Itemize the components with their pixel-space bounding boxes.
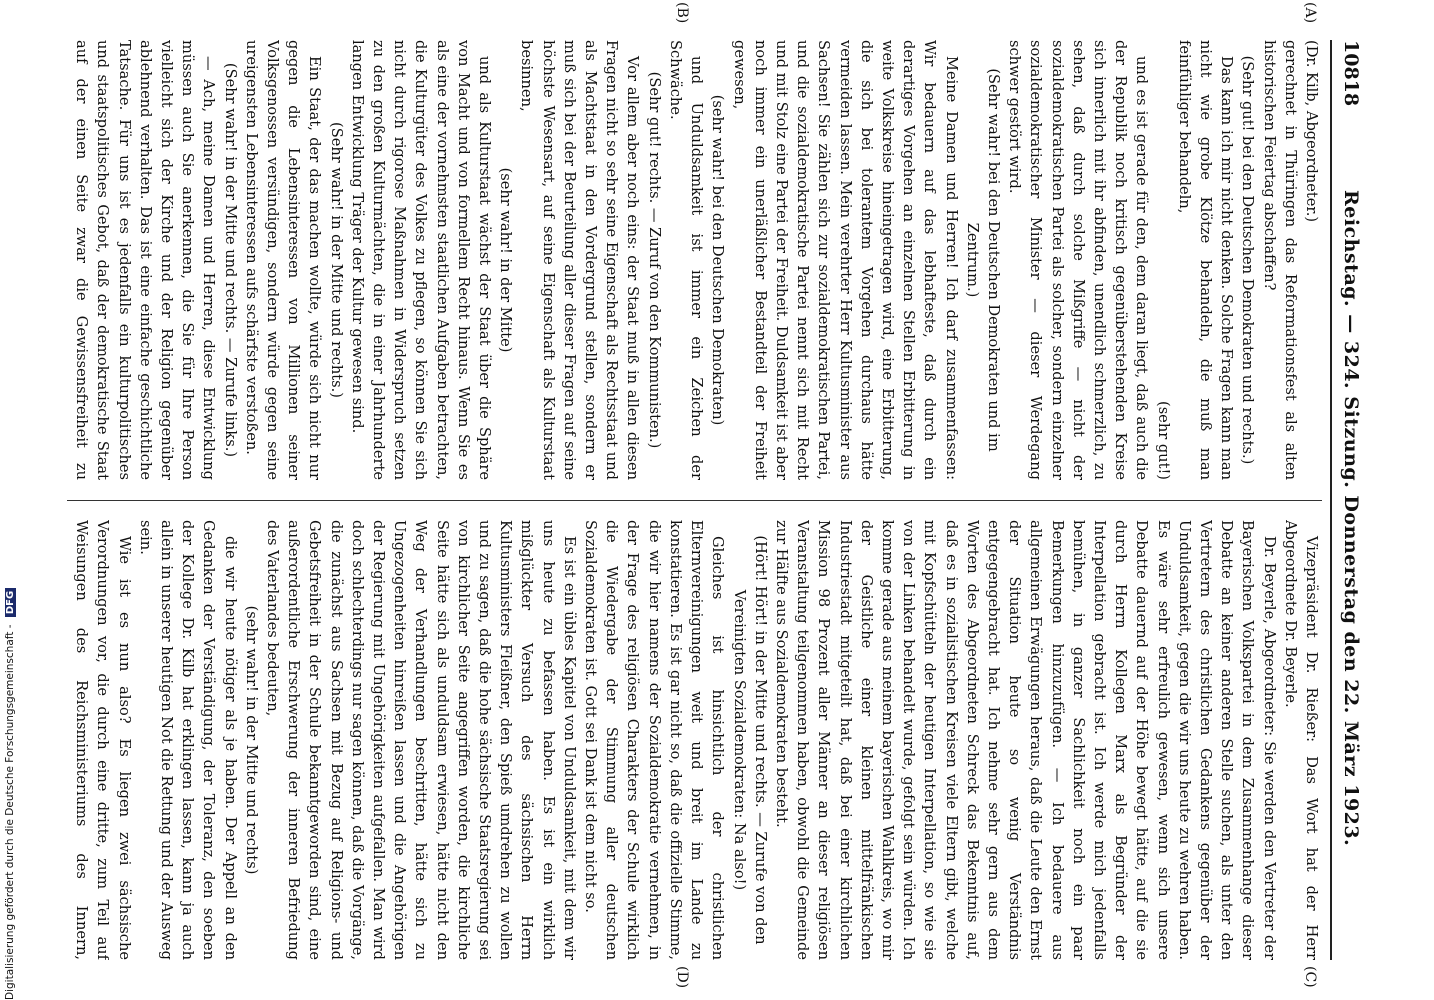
page-title: Reichstag. — 324. Sitzung. Donnerstag den 22. März 1923.	[1340, 190, 1362, 847]
paragraph: Meine Damen und Herren! Ich darf zusammenfassen: Wir bedauern auf das lebhafteste, daß durch ein derartiges Vorgehen an einzelnen Stellen Erbitterung in weite Volkskreise hineingetragen wird, eine Erbitterung, die sich bei tolerantem Vorgehen durchaus hätte vermeiden lassen. Mein verehrter Herr Kultusminister aus Sachsen! Sie zählen sich zur sozialdemokratischen Partei, und die sozialdemokratische Partei nennt sich mit Recht und mit Stolz eine Partei der Freiheit. Duldsamkeit ist aber noch immer ein unerläßlicher Bestandteil der Freiheit gewesen,	[730, 40, 960, 480]
margin-marker-c: (C)	[1302, 966, 1318, 988]
paragraph: Vor allem aber noch eins: der Staat muß in allen diesen Fragen nicht so sehr seine Eigenschaft als Rechtsstaat und als Machtstaat in den Vordergrund stellen, sondern er muß sich bei der Beurteilung aller dieser Fragen auf seine höchste Wesensart, auf seine Eigenschaft als Kulturstaat besinnen,	[518, 40, 642, 480]
paragraph: Vizepräsident Dr. Rießer: Das Wort hat der Herr Abgeordnete Dr. Beyerle.	[1281, 520, 1320, 960]
paragraph: Ein Staat, der das machen wollte, würde sich nicht nur gegen die Lebensinteressen von Millionen seiner Volksgenossen versündigen, sondern würde gegen seine ureigensten Lebensinteressen aufs schärfste verstoßen.	[242, 40, 324, 480]
paragraph: und als Kulturstaat wächst der Staat über die Sphäre von Macht und von formellem Recht hinaus. Wenn Sie es als eine der vornehmsten staatlichen Aufgaben betrachten, die Kulturgüter des Volkes zu pflegen, so können Sie sich nicht durch rigorose Maßnahmen in Widerspruch setzen zu den großen Kulturmächten, die in einer Jahrhunderte langen Entwicklung Träger der Kultur gewesen sind.	[348, 40, 494, 480]
paragraph: Es ist ein übles Kapitel von Unduldsamkeit, mit dem wir uns heute zu befassen haben. Es ist ein wirklich mißglückter Versuch des sächsischen Herrn Kultusministers Fleißner, den Spieß umdrehen zu wollen und zu sagen, daß die hohe sächsische Staatsregierung sei von kirchlicher Seite angegriffen worden, die kirchliche Seite hätte sich als unduldsam erwiesen, hätte nicht den Weg der Verhandlungen beschritten, hätte sich zu Ungezogenheiten hinreißen lassen und die Angehörigen der Regierung mit Ungehörigkeiten aufgefallen. Man wird doch schlechterdings nur sagen können, daß die Vorgänge, die zunächst aus Sachsen mit Bezug auf Religions- und Gebetsfreiheit in der Schule bekanntgeworden sind, eine außerordentliche Erschwerung der inneren Befriedung des Vaterlandes bedeuten,	[264, 520, 578, 960]
page-number: 10818	[1340, 40, 1362, 107]
paragraph: und es ist gerade für den, dem daran liegt, daß auch die der Republik noch kritisch gegenüberstehenden Kreise sich innerlich mit ihr abfinden, unendlich schmerzlich, zu sehen, daß durch solche Mißgriffe — nicht der sozialdemokratischen Partei als solcher, sondern einzelner sozialdemokratischer Minister — dieser Werdegang schwer gestört wird.	[1006, 40, 1151, 480]
paragraph: (sehr wahr! in der Mitte und rechts)	[242, 605, 260, 875]
margin-marker-b: (B)	[674, 2, 690, 24]
paragraph: (Sehr wahr! in der Mitte und rechts. — Zurufe links.)	[221, 62, 239, 458]
column-divider	[67, 500, 1322, 501]
paragraph: (Sehr gut! bei den Deutschen Demokraten und rechts.)	[1239, 55, 1257, 465]
footer-credit	[4, 150, 26, 1000]
paragraph: Das kann ich mir nicht denken. Solche Fragen kann man nicht wie grobe Klötze behandeln, die muß man feinfühliger behandeln,	[1175, 40, 1236, 480]
paragraph: gerechnet in Thüringen das Reformationsfest als alten historischen Feiertag abschaffen?	[1260, 40, 1299, 480]
paragraph: (Sehr gut! rechts. — Zuruf von den Kommunisten.)	[645, 71, 663, 449]
left-column	[72, 40, 1322, 480]
paragraph: (Sehr wahr! bei den Deutschen Demokraten und im Zentrum.)	[963, 68, 1002, 452]
dfg-logo: DFG	[5, 588, 16, 617]
paragraph: und Unduldsamkeit ist immer ein Zeichen der Schwäche.	[666, 40, 706, 480]
paragraph: (sehr wahr! in der Mitte)	[497, 167, 515, 353]
paragraph: die wir heute nötiger als je haben. Der Appell an den Gedanken der Verständigung, der Toleranz, den soeben der Kollege Dr. Kilb hat erklingen lassen, kann ja auch allein in unserer heutigen Not die Rettung und der Ausweg sein.	[136, 520, 239, 960]
right-column	[72, 520, 1322, 960]
header-rule	[1330, 40, 1332, 960]
footer-credit-text: Digitalisierung gefördert durch die Deutsche Forschungsgemeinschaft -	[4, 624, 16, 1000]
paragraph: Wie ist es nun also? Es liegen zwei sächsische Verordnungen vor, die durch eine dritte, zum Teil auf Weisungen des Reichsministeriums des Innern,	[73, 520, 133, 960]
paragraph: Dr. Beyerle, Abgeordneter: Sie werden den Vertreter der Bayerischen Volkspartei in dem Zusammenhange dieser Debatte an keiner anderen Stelle suchen, als unter den Vertretern des christlichen Gedankens gegenüber der Unduldsamkeit, gegen die wir uns heute zu wehren haben. Es wäre sehr erfreulich gewesen, wenn sich unsere Debatte dauernd auf der Höhe bewegt hätte, auf die sie durch Herrn Kollegen Marx als Begründer der Interpellation gebracht ist. Ich werde mich jedenfalls bemühen, in ganzer Sachlichkeit noch ein paar Bemerkungen hinzuzufügen. — Ich bedauere aus allgemeinen Erwägungen heraus, daß die Leute den Ernst der Situation heute so wenig Verständnis entgegengebracht hat. Ich nehme sehr gern aus dem Worten des Abgeordneten Schreck das Bekenntnis auf, daß es in sozialistischen Kreisen viele Eltern gibt, welche mit Kopfschütteln der heutigen Interpellation, so wie sie von der Linken behandelt wurde, gefolgt sein würden. Ich komme gerade aus meinem bayerischen Wahlkreis, wo mir der Geistliche einer kleinen mittelfränkischen Industriestadt mitgeteilt hat, daß bei einer kirchlichen Mission 98 Prozent aller Männer an dieser religiösen Veranstaltung teilgenommen haben, obwohl die Gemeinde zur Hälfte aus Sozialdemokraten besteht.	[772, 520, 1278, 960]
paragraph: (Sehr wahr! in der Mitte und rechts.)	[327, 122, 345, 398]
margin-marker-a: (A)	[1302, 2, 1318, 24]
paragraph: (Hört! Hört! in der Mitte und rechts. — Zurufe von den Vereinigten Sozialdemokraten: Na also!)	[730, 535, 769, 945]
paragraph: — Ach, meine Damen und Herren, diese Entwicklung müssen auch Sie anerkennen, die Sie für Ihre Person vielleicht sich der Kirche und der Religion gegenüber ablehnend verhalten. Das ist eine einfache geschichtliche Tatsache. Für uns ist es jedenfalls ein kulturpolitisches und staatspolitisches Gebot, daß der demokratische Staat auf der einen Seite zwar die Gewissensfreiheit zu	[73, 40, 218, 480]
page-header	[1334, 40, 1368, 960]
paragraph: (sehr gut!)	[1154, 401, 1172, 480]
paragraph: (sehr wahr! bei den Deutschen Demokraten)	[709, 94, 727, 426]
paragraph: Gleiches ist hinsichtlich der christlichen Elternvereinigungen weit und breit im Lande zu konstatieren. Es ist gar nicht so, daß die offizielle Stimme, die wir hier namens der Sozialdemokratie vernehmen, in der Frage des religiösen Charakters der Schule wirklich die Wiedergabe der Stimmung aller deutschen Sozialdemokraten ist. Gott sei Dank ist dem nicht so.	[582, 520, 727, 960]
margin-marker-d: (D)	[674, 966, 690, 989]
rotated-page	[60, 0, 1380, 1000]
paragraph: (Dr. Kilb, Abgeordneter.)	[1303, 40, 1320, 223]
